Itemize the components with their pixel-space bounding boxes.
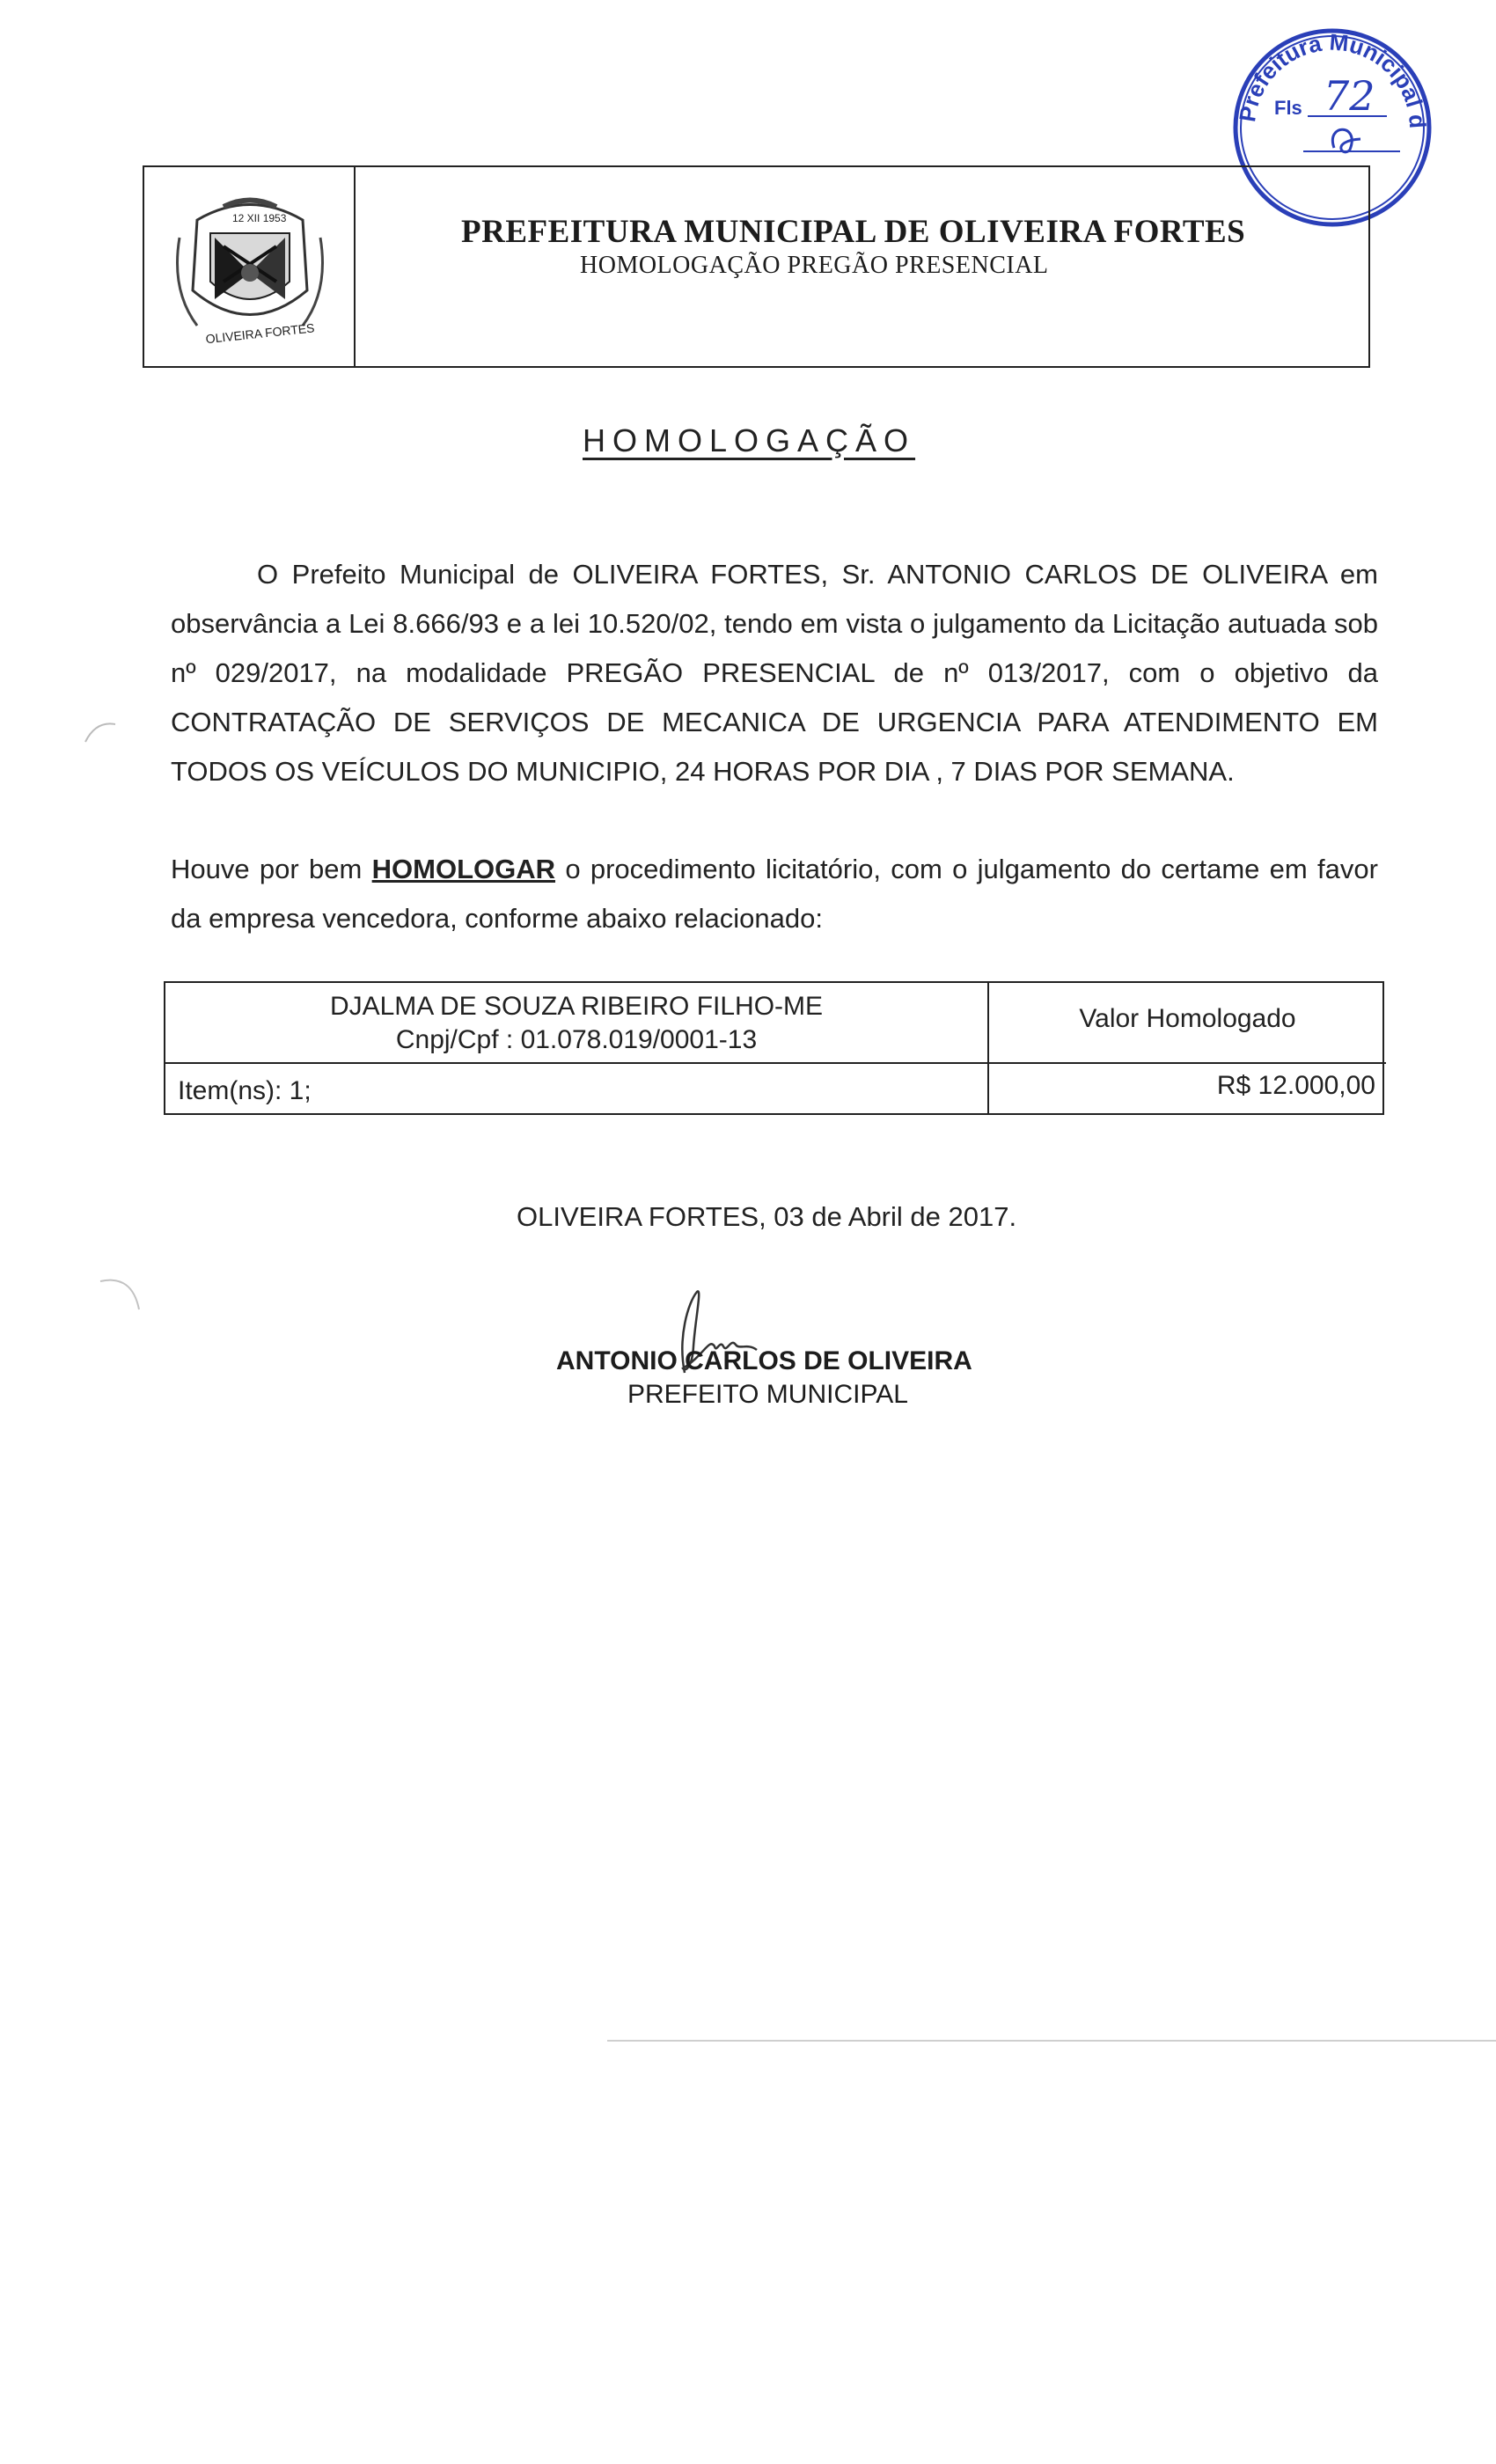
seal-page-label: Fls	[1274, 97, 1302, 119]
company-document: Cnpj/Cpf : 01.078.019/0001-13	[395, 1025, 758, 1054]
crest-date-label: 12 XII 1953	[232, 212, 287, 224]
header-subtitle: HOMOLOGAÇÃO PREGÃO PRESENCIAL	[580, 252, 1049, 279]
scan-edge-line	[607, 2040, 1496, 2042]
homologar-word: HOMOLOGAR	[371, 854, 556, 884]
value-header-cell: Valor Homologado	[989, 983, 1386, 1064]
letterhead-box	[143, 165, 1370, 368]
company-cell	[165, 983, 989, 1064]
scan-mark-2	[97, 1274, 150, 1318]
signer-role: PREFEITO MUNICIPAL	[627, 1380, 908, 1409]
scan-mark-1	[84, 717, 119, 744]
winner-table	[164, 981, 1384, 1115]
items-cell: Item(ns): 1;	[165, 1062, 989, 1115]
svg-text:Prefeitura Municipal de Olivei: Prefeitura Municipal d	[1234, 28, 1432, 129]
company-name: DJALMA DE SOUZA RIBEIRO FILHO-ME	[329, 992, 824, 1021]
document-heading: HOMOLOGAÇÃO	[583, 422, 916, 458]
value-cell: R$ 12.000,00	[1216, 1071, 1375, 1100]
municipal-crest-icon	[162, 185, 338, 352]
body-paragraph-2	[171, 845, 1378, 943]
place-date: OLIVEIRA FORTES, 03 de Abril de 2017.	[517, 1201, 1017, 1232]
crest-name-label: OLIVEIRA FORTES	[204, 320, 316, 347]
paragraph2-end: o procedimento licitatório, com o julgamento do certame em favor da empresa vencedora, conforme abaixo relacionado:	[171, 854, 1378, 934]
seal-page-number: 72	[1324, 72, 1375, 120]
body-paragraph-1: O Prefeito Municipal de OLIVEIRA FORTES, Sr. ANTONIO CARLOS DE OLIVEIRA em observância a Lei 8.666/93 e a lei 10.520/02, tendo em vista o julgamento da Licitação autuada sob nº 029/2017, na modalidade PREGÃO PRESENCIAL de nº 013/2017, com o objetivo da CONTRATAÇÃO DE SERVIÇOS DE MECANICA DE URGENCIA PARA ATENDIMENTO EM TODOS OS VEÍCULOS DO MUNICIPIO, 24 HORAS POR DIA , 7 DIAS POR SEMANA.	[171, 559, 1378, 787]
signer-name: ANTONIO CARLOS DE OLIVEIRA	[556, 1346, 972, 1375]
header-title: PREFEITURA MUNICIPAL DE OLIVEIRA FORTES	[461, 214, 1246, 250]
crest-cell	[144, 167, 356, 366]
paragraph2-start: Houve por bem	[171, 854, 363, 884]
